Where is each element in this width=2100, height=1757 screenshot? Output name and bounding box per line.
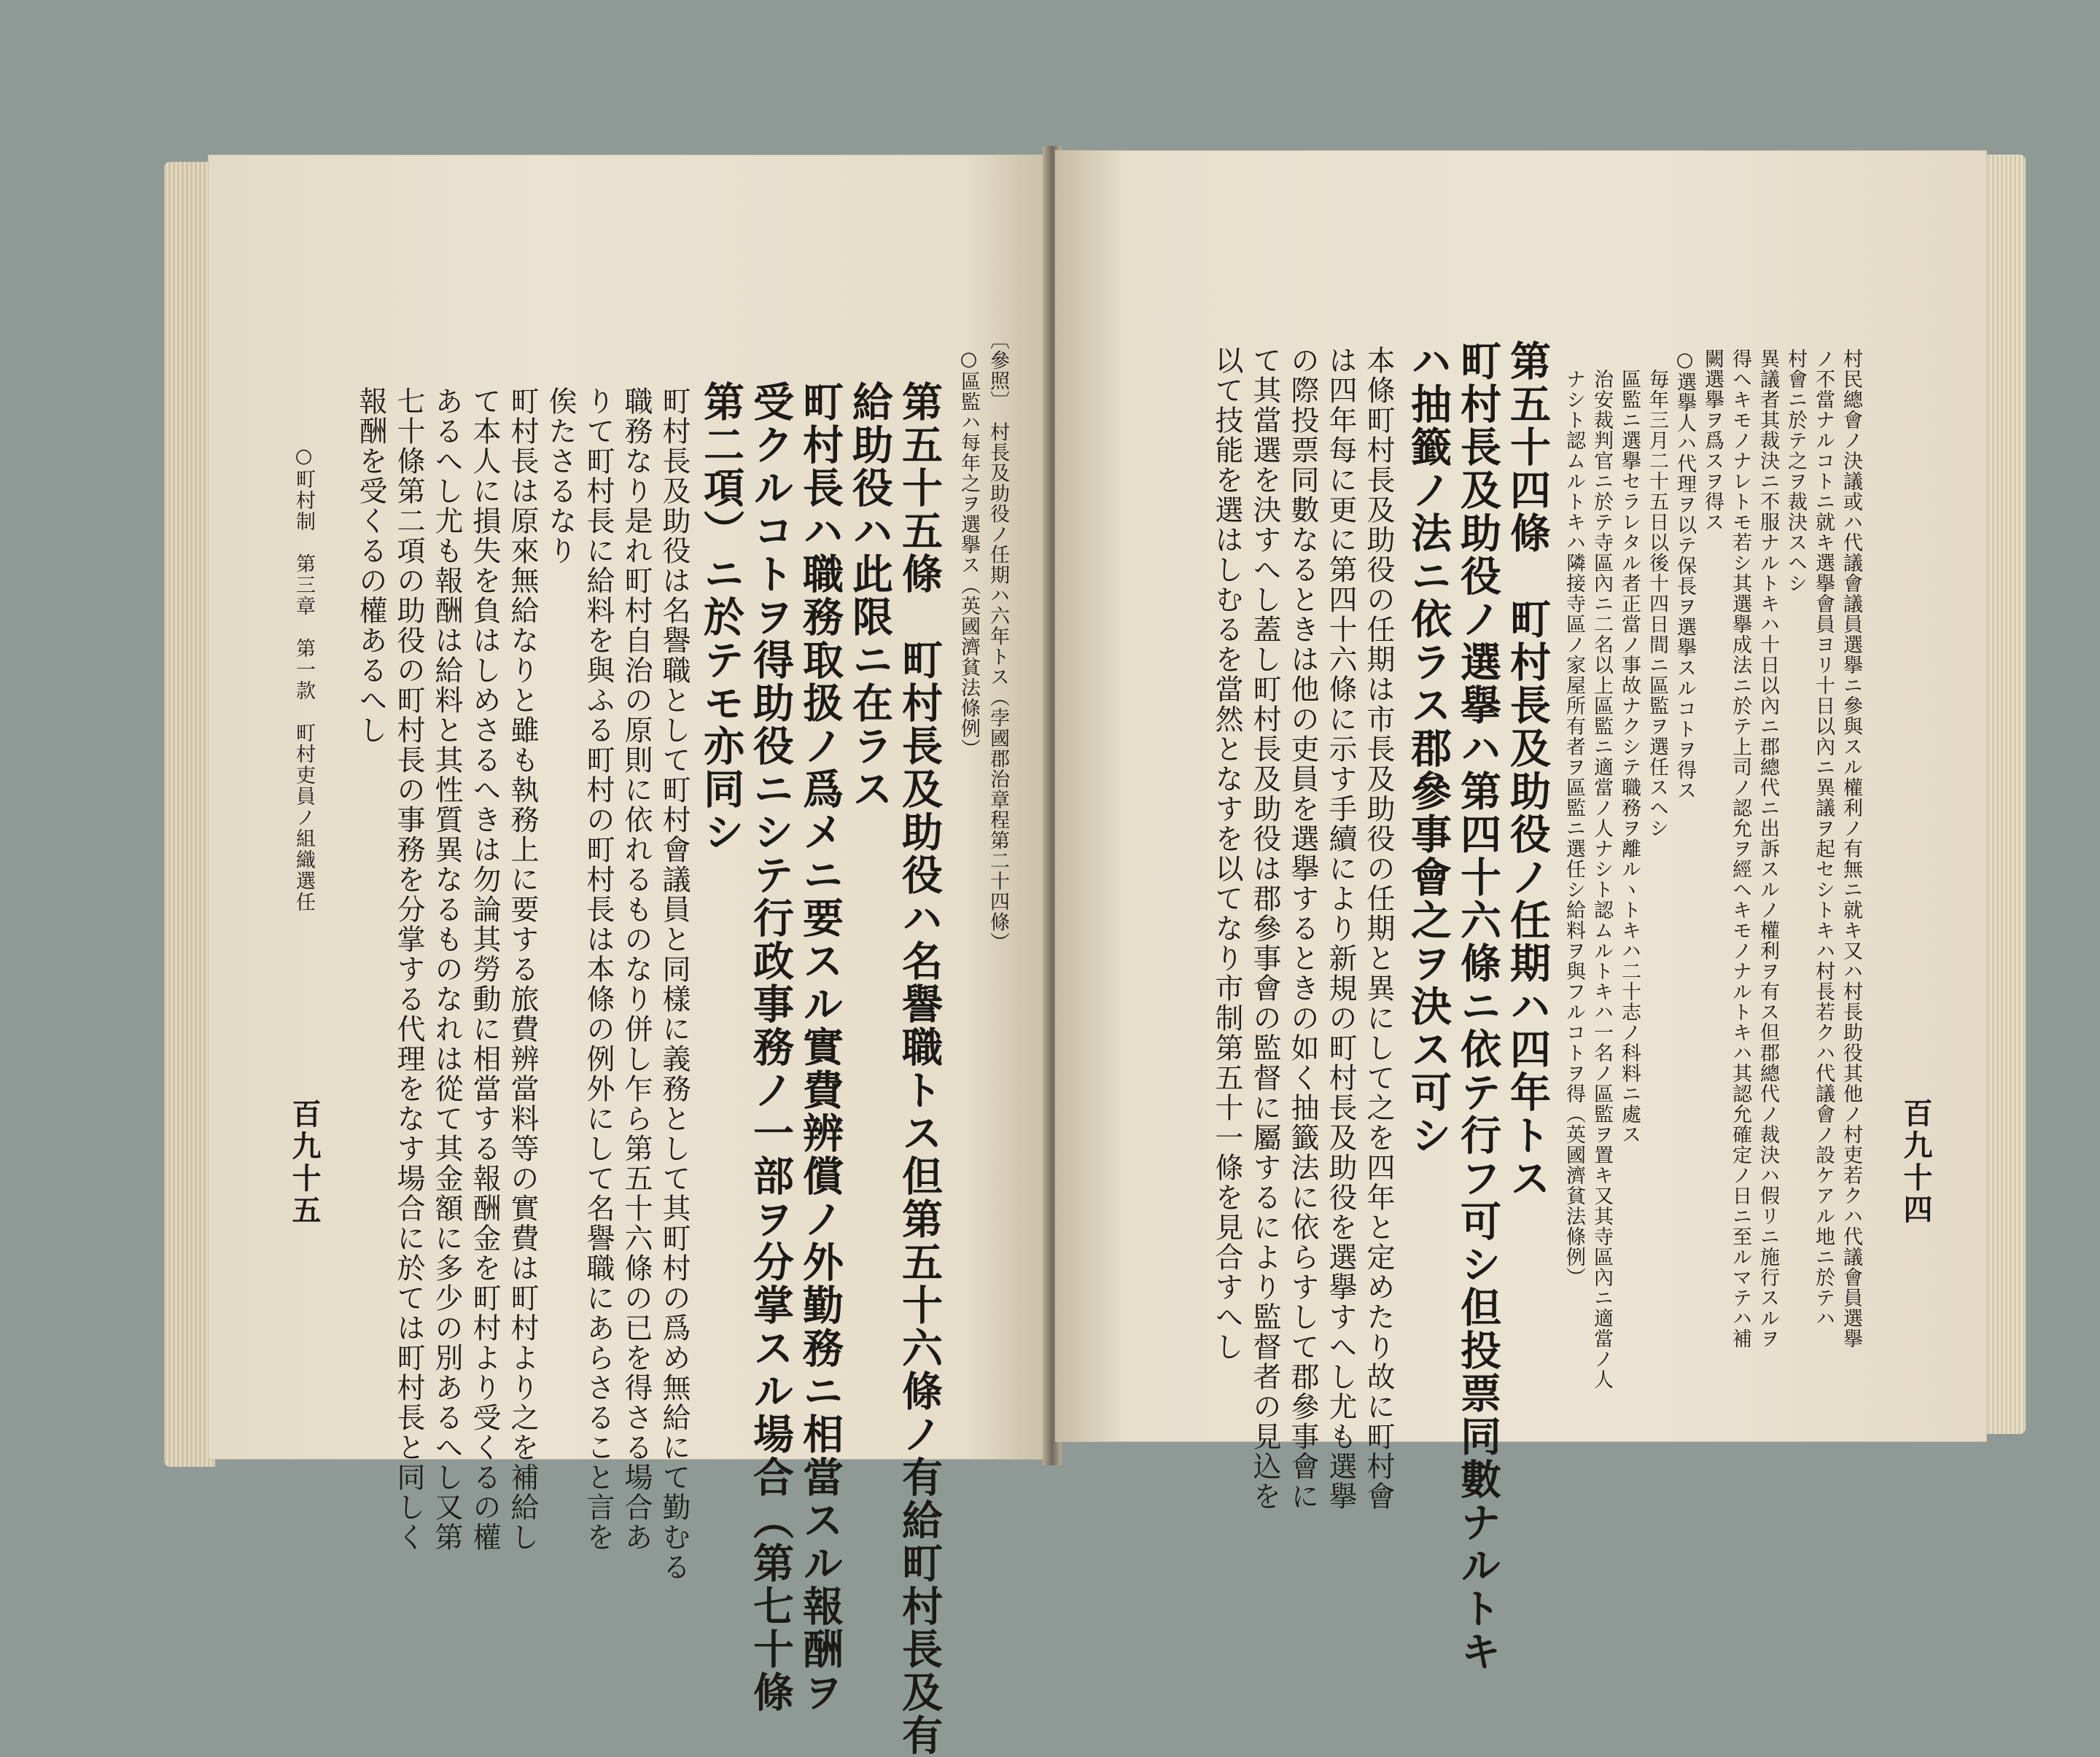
article-55-line-3: 町村長ハ職務取扱ノ爲メニ要スル實費辨償ノ外勤務ニ相當スル報酬ヲ <box>796 381 844 1714</box>
left-page <box>208 155 1048 1757</box>
right-page-edges <box>1983 155 2026 1434</box>
note-line-8: 毎年三月二十五日以後十四日間ニ區監ヲ選任スヘシ <box>1646 369 1668 838</box>
note-line-1: 村民總會ノ決議或ハ代議會議員選擧ニ參與スル權利ノ有無ニ就キ又ハ村長助役其他ノ村吏若クハ代議會員選擧 <box>1840 348 1862 1349</box>
page-number-left: 百九十五 <box>287 1099 322 1227</box>
right-page <box>1055 150 1987 1673</box>
note-line-3: 村會ニ於テ之ヲ裁決スヘシ <box>1784 348 1807 593</box>
commentary-line-1: 町村長及助役は名譽職として町村會議員と同樣に義務として其町村の爲め無給にて勤むる <box>658 386 691 1582</box>
commentary-line-5: 町村長は原來無給なりと雖も執務上に要する旅費辨當料等の實費は町村より之を補給し <box>506 386 539 1552</box>
running-footer: ○町村制 第三章 第一款 町村吏員ノ組織選任 <box>292 445 315 913</box>
commentary-line-9: 報酬を受くるの權あるへし <box>354 386 387 745</box>
note-line-5: 得ヘキモノナレトモ若シ其選擧成法ニ於テ上司ノ認允ヲ經ヘキモノナルトキハ其認允確定ノ日ニ至ルマテハ補 <box>1729 348 1751 1349</box>
right-commentary-line-4: て其當選を決すへし蓋し町村長及助役は郡參事會の監督に屬するにより監督者の見込を <box>1248 346 1281 1511</box>
article-54-heading: 第五十四條 町村長及助役ノ任期ハ四年トス <box>1504 340 1552 1200</box>
reference-2: ○區監ハ每年之ヲ選擧ス（英國濟貧法條例） <box>957 348 980 759</box>
commentary-line-4: 俟たさるなり <box>544 386 577 566</box>
note-line-11: ナシト認ムルトキハ隣接寺區ノ家屋所有者ヲ區監ニ選任シ給料ヲ與フルコトヲ得（英國濟貧法條例） <box>1563 369 1585 1287</box>
page-number-right: 百九十四 <box>1899 1098 1933 1226</box>
note-line-4: 異議者其裁決ニ不服ナルトキハ十日以內ニ郡總代ニ出訴スルノ權利ヲ有ス但郡總代ノ裁決ハ假リニ施行スルヲ <box>1757 348 1779 1349</box>
commentary-line-6: て本人に損失を負はしめさるへきは勿論其勞動に相當する報酬金を町村より受くるの權 <box>468 386 501 1552</box>
commentary-line-7: あるへし尤も報酬は給料と其性質異なるものなれは從て其金額に多少の別あるへし又第 <box>430 386 463 1552</box>
right-commentary-line-5: 以て技能を選はしむるを當然となすを以てなり市制第五十一條を見合すへし <box>1210 346 1243 1362</box>
article-54-line-1: 町村長及助役ノ選擧ハ第四十六條ニ依テ行フ可シ但投票同數ナルトキ <box>1454 340 1502 1673</box>
article-54-line-2: ハ抽籤ノ法ニ依ラス郡參事會之ヲ決ス可シ <box>1404 340 1452 1157</box>
note-line-10: 治安裁判官ニ於テ寺區內ニ二名以上區監ニ適當ノ人ナシト認ムルトキハ一名ノ區監ヲ置キ又其寺區內ニ適當ノ人 <box>1590 369 1613 1390</box>
note-line-2: ノ不當ナルコトニ就キ選擧會員ヨリ十日以內ニ異議ヲ起セシトキハ村長若クハ代議會ノ設ケアル地ニ於テハ <box>1812 348 1835 1328</box>
article-55-line-4: 受クルコトヲ得助役ニシテ行政事務ノ一部ヲ分掌スル場合（第七十條 <box>747 381 795 1714</box>
note-line-7: ○選擧人ハ代理ヲ以テ保長ヲ選擧スルコトヲ得ス <box>1673 348 1696 800</box>
right-commentary-line-1: 本條町村長及助役の任期は市長及助役の任期と異にして之を四年と定めたり故に町村會 <box>1362 346 1395 1511</box>
article-55-line-1: 第五十五條 町村長及助役ハ名譽職トス但第五十六條ノ有給町村長及有 <box>895 381 944 1757</box>
article-55-line-2: 給助役ハ此限ニ在ラス <box>846 381 894 811</box>
article-55-line-5: 第二項）ニ於テモ亦同シ <box>697 381 745 854</box>
note-line-6: 闕選擧ヲ爲スヲ得ス <box>1701 348 1724 532</box>
note-line-9: 區監ニ選擧セラレタル者正當ノ事故ナクシテ職務ヲ離ルヽトキハ二十志ノ科料ニ處ス <box>1618 369 1641 1145</box>
commentary-line-2: 職務なり是れ町村自治の原則に依れるものなり併し乍ら第五十六條の已を得さる場合あ <box>620 386 653 1552</box>
commentary-line-8: 七十條第二項の助役の町村長の事務を分掌する代理をなす場合に於ては町村長と同しく <box>392 386 425 1552</box>
right-commentary-line-3: の際投票同數なるときは他の吏員を選擧するときの如く抽籤法に依らすして郡參事會に <box>1286 346 1319 1511</box>
reference-1: 〔參照〕 村長及助役ノ任期ハ六年トス（孛國郡治章程第二十四條） <box>987 330 1009 953</box>
right-commentary-line-2: は四年每に更に第四十六條に示す手續により新規の町村長及助役を選擧すへし尤も選擧 <box>1324 346 1357 1511</box>
commentary-line-3: りて町村長に給料を與ふる町村の町村長は本條の例外にして名譽職にあらさること言を <box>582 386 615 1552</box>
